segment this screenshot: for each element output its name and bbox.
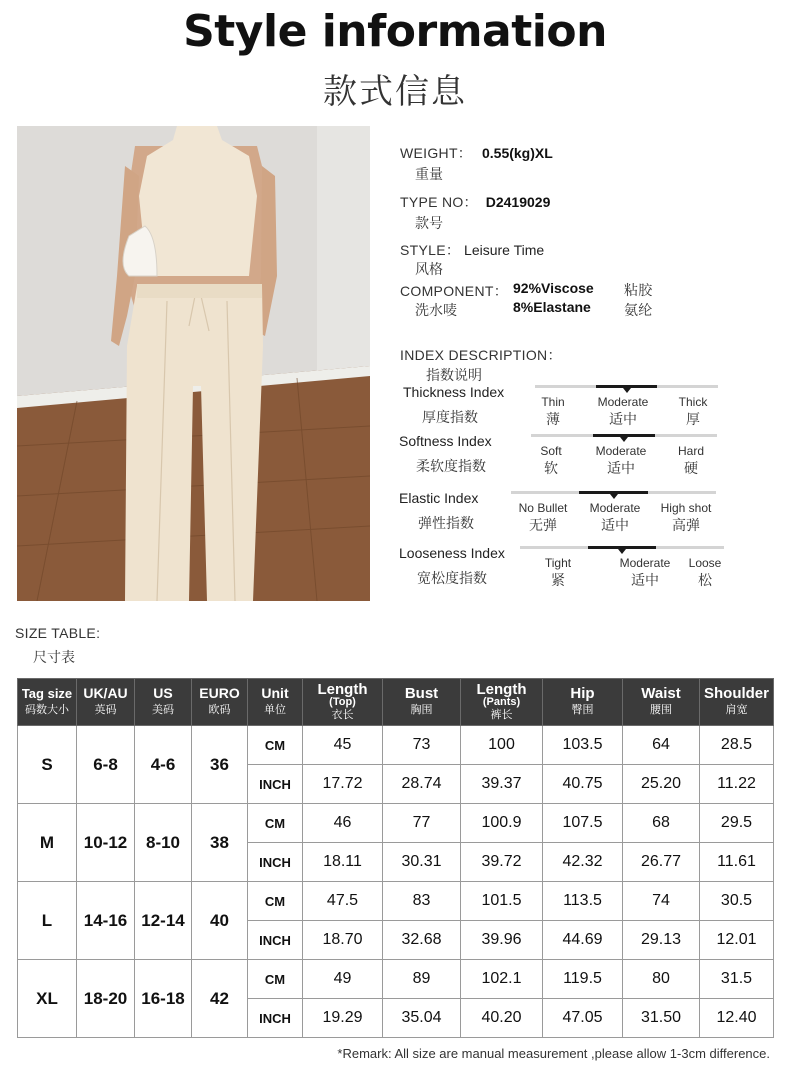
us-size-cell: 12-14: [135, 882, 192, 960]
scale-option-en: High shot: [660, 501, 712, 515]
table-row: [18, 960, 774, 999]
size-table-header-cell: [248, 679, 303, 726]
scale-option-cn: 紧: [551, 572, 565, 588]
euro-size-cell: 40: [192, 882, 248, 960]
scale-option-en: Moderate: [597, 395, 649, 409]
header-cn: 臀围: [571, 704, 594, 716]
style-label-cn: 风格: [415, 261, 443, 277]
measurement-cell: 113.5: [543, 882, 623, 921]
uk-size-cell: 18-20: [77, 960, 135, 1038]
unit-cell: CM: [248, 804, 303, 843]
scale-option-en: Tight: [544, 556, 572, 570]
header-cn: 衣长: [331, 708, 354, 721]
measurement-cell: 18.11: [303, 843, 383, 882]
component-elastane: 8%Elastane: [513, 299, 591, 315]
measurement-cell: 11.22: [700, 765, 774, 804]
size-table-header: [18, 679, 774, 726]
component-viscose: 92%Viscose: [513, 280, 594, 296]
size-table-header-cell: [192, 679, 248, 726]
measurement-cell: 29.5: [700, 804, 774, 843]
measurement-cell: 47.05: [543, 999, 623, 1038]
scale-option-en: Loose: [688, 556, 722, 570]
component-viscose-cn: 粘胶: [624, 282, 653, 298]
size-table-header-cell: [461, 679, 543, 726]
scale-option: [513, 394, 593, 428]
component-line2: [513, 299, 591, 315]
measurement-cell: 40.20: [461, 999, 543, 1038]
style-value: Leisure Time: [464, 242, 545, 258]
scale-option-en: Moderate: [595, 444, 647, 458]
header-cn: 单位: [264, 704, 286, 716]
size-table-label: SIZE TABLE:: [15, 625, 101, 641]
header-en: Shoulder: [703, 685, 769, 702]
unit-cell: CM: [248, 960, 303, 999]
measurement-cell: 73: [383, 726, 461, 765]
scale-option: [583, 394, 663, 428]
scale-option-cn: 适中: [609, 411, 637, 427]
index-label-cn: 柔软度指数: [416, 458, 486, 474]
uk-size-cell: 14-16: [77, 882, 135, 960]
type-no-label-cn: 款号: [415, 215, 443, 231]
header-en: Waist: [641, 685, 681, 702]
size-table-body: [18, 726, 774, 1038]
table-row: [18, 726, 774, 765]
measurement-cell: 47.5: [303, 882, 383, 921]
scale-option: [665, 555, 745, 589]
measurement-cell: 49: [303, 960, 383, 999]
measurement-cell: 29.13: [623, 921, 700, 960]
header-en: Length: [317, 680, 368, 698]
scale-option: [518, 555, 598, 589]
measurement-cell: 83: [383, 882, 461, 921]
measurement-cell: 32.68: [383, 921, 461, 960]
measurement-cell: 11.61: [700, 843, 774, 882]
scale-option: [575, 500, 655, 534]
tag-size-cell: S: [18, 726, 77, 804]
measurement-cell: 39.37: [461, 765, 543, 804]
size-table: [17, 678, 774, 1038]
measurement-cell: 46: [303, 804, 383, 843]
component-label: COMPONENT：: [400, 283, 508, 299]
component-label-cn: 洗水唛: [415, 302, 457, 318]
component-elastane-cn: 氨纶: [624, 302, 653, 318]
scale-option-cn: 松: [698, 572, 712, 588]
scale-option-cn: 硬: [684, 460, 698, 476]
index-label: Elastic Index: [399, 490, 479, 506]
measurement-cell: 39.96: [461, 921, 543, 960]
us-size-cell: 8-10: [135, 804, 192, 882]
scale-option: [653, 394, 733, 428]
header-cn: 腰围: [650, 704, 672, 716]
type-no-label: TYPE NO：: [400, 194, 478, 210]
tag-size-cell: XL: [18, 960, 77, 1038]
uk-size-cell: 10-12: [77, 804, 135, 882]
measurement-cell: 12.40: [700, 999, 774, 1038]
tag-size-cell: M: [18, 804, 77, 882]
measurement-cell: 107.5: [543, 804, 623, 843]
measurement-cell: 40.75: [543, 765, 623, 804]
measurement-cell: 12.01: [700, 921, 774, 960]
measurement-cell: 44.69: [543, 921, 623, 960]
type-no-info: [400, 192, 551, 231]
header-cn: 欧码: [208, 704, 231, 716]
size-table-label-cn: 尺寸表: [33, 649, 75, 665]
header-en: Hip: [570, 685, 595, 702]
scale-option-en: Thin: [541, 395, 565, 409]
euro-size-cell: 42: [192, 960, 248, 1038]
unit-cell: INCH: [248, 921, 303, 960]
scale-marker-icon: [620, 437, 628, 442]
index-label-cn: 宽松度指数: [417, 570, 487, 586]
measurement-cell: 28.5: [700, 726, 774, 765]
weight-value: 0.55(kg)XL: [481, 145, 553, 161]
scale-option-en: Moderate: [619, 556, 671, 570]
measurement-cell: 80: [623, 960, 700, 999]
scale-option-cn: 高弹: [672, 517, 700, 533]
index-label: Thickness Index: [403, 384, 505, 400]
scale-marker-icon: [618, 549, 626, 554]
header-cn: 肩宽: [725, 704, 748, 716]
size-table-header-cell: [623, 679, 700, 726]
measurement-cell: 26.77: [623, 843, 700, 882]
page-title-cn: 款式信息: [323, 72, 467, 112]
weight-info: [400, 143, 553, 182]
header-sub: (Pants): [482, 695, 521, 708]
unit-cell: CM: [248, 882, 303, 921]
index-title: INDEX DESCRIPTION：: [400, 347, 562, 363]
scale-option-en: Moderate: [589, 501, 641, 515]
size-table-header-cell: [303, 679, 383, 726]
scale-option-cn: 厚: [686, 411, 700, 427]
measurement-cell: 31.50: [623, 999, 700, 1038]
scale-option-cn: 软: [544, 460, 558, 476]
index-description: [400, 345, 562, 383]
measurement-cell: 35.04: [383, 999, 461, 1038]
scale-option-en: Soft: [540, 444, 562, 458]
scale-marker-icon: [610, 494, 618, 499]
measurement-cell: 103.5: [543, 726, 623, 765]
scale-option-en: Thick: [678, 395, 708, 409]
page-title: Style information: [183, 6, 607, 57]
scale-option: [503, 500, 583, 534]
scale-option: [511, 443, 591, 477]
unit-cell: INCH: [248, 765, 303, 804]
index-label: Looseness Index: [399, 545, 505, 561]
scale-option: [651, 443, 731, 477]
measurement-cell: 28.74: [383, 765, 461, 804]
unit-cell: CM: [248, 726, 303, 765]
index-label-cn: 厚度指数: [422, 409, 478, 425]
scale-option-en: Hard: [677, 444, 704, 458]
scale-option: [581, 443, 661, 477]
measurement-cell: 19.29: [303, 999, 383, 1038]
scale-option: [646, 500, 726, 534]
component-line2-cn-wrap: [624, 300, 653, 320]
measurement-cell: 17.72: [303, 765, 383, 804]
size-table-header-cell: [700, 679, 774, 726]
measurement-cell: 100: [461, 726, 543, 765]
index-label-cn: 弹性指数: [418, 515, 474, 531]
measurement-cell: 64: [623, 726, 700, 765]
measurement-cell: 119.5: [543, 960, 623, 999]
remark-note: *Remark: All size are manual measurement ,please allow 1-3cm difference.: [337, 1046, 770, 1061]
euro-size-cell: 36: [192, 726, 248, 804]
size-table-header-cell: [18, 679, 77, 726]
measurement-cell: 25.20: [623, 765, 700, 804]
weight-label: WEIGHT：: [400, 145, 473, 161]
scale-option-cn: 适中: [607, 460, 635, 476]
header-cn: 码数大小: [25, 704, 69, 716]
table-row: [18, 882, 774, 921]
header-en: US: [153, 685, 173, 701]
measurement-cell: 101.5: [461, 882, 543, 921]
scale-option-cn: 薄: [546, 411, 560, 427]
header-cn: 英码: [94, 704, 117, 716]
header-en: Tag size: [21, 686, 73, 701]
header-en: UK/AU: [83, 685, 128, 701]
style-info: [400, 240, 545, 277]
uk-size-cell: 6-8: [77, 726, 135, 804]
euro-size-cell: 38: [192, 804, 248, 882]
size-table-header-cell: [383, 679, 461, 726]
measurement-cell: 39.72: [461, 843, 543, 882]
unit-cell: INCH: [248, 843, 303, 882]
measurement-cell: 45: [303, 726, 383, 765]
weight-label-cn: 重量: [415, 166, 443, 182]
scale-option-en: No Bullet: [518, 501, 568, 515]
component-line1: [513, 280, 594, 296]
size-table-header-cell: [77, 679, 135, 726]
scale-option-cn: 适中: [631, 572, 659, 588]
us-size-cell: 16-18: [135, 960, 192, 1038]
measurement-cell: 30.5: [700, 882, 774, 921]
scale-marker-icon: [623, 388, 631, 393]
size-table-header-cell: [543, 679, 623, 726]
scale-option-cn: 无弹: [529, 517, 557, 533]
scale-option-cn: 适中: [601, 517, 629, 533]
measurement-cell: 102.1: [461, 960, 543, 999]
table-row: [18, 804, 774, 843]
header-en: Length: [476, 680, 527, 698]
header-en: Unit: [261, 685, 289, 701]
index-title-cn: 指数说明: [426, 367, 482, 383]
model-photo: [17, 126, 370, 601]
measurement-cell: 68: [623, 804, 700, 843]
measurement-cell: 18.70: [303, 921, 383, 960]
measurement-cell: 89: [383, 960, 461, 999]
size-table-header-cell: [135, 679, 192, 726]
header-en: Bust: [404, 685, 439, 702]
measurement-cell: 30.31: [383, 843, 461, 882]
us-size-cell: 4-6: [135, 726, 192, 804]
header-cn: 裤长: [490, 708, 513, 721]
tag-size-cell: L: [18, 882, 77, 960]
component-line1-cn-wrap: [624, 280, 653, 300]
measurement-cell: 100.9: [461, 804, 543, 843]
measurement-cell: 31.5: [700, 960, 774, 999]
header-en: EURO: [199, 685, 240, 701]
header-cn: 美码: [152, 704, 174, 716]
header-cn: 胸围: [410, 704, 433, 716]
header-sub: (Top): [329, 695, 356, 708]
unit-cell: INCH: [248, 999, 303, 1038]
type-no-value: D2419029: [485, 194, 551, 210]
measurement-cell: 74: [623, 882, 700, 921]
component-info: [400, 281, 508, 318]
style-label: STYLE：: [400, 242, 461, 258]
measurement-cell: 42.32: [543, 843, 623, 882]
index-label: Softness Index: [399, 433, 492, 449]
measurement-cell: 77: [383, 804, 461, 843]
